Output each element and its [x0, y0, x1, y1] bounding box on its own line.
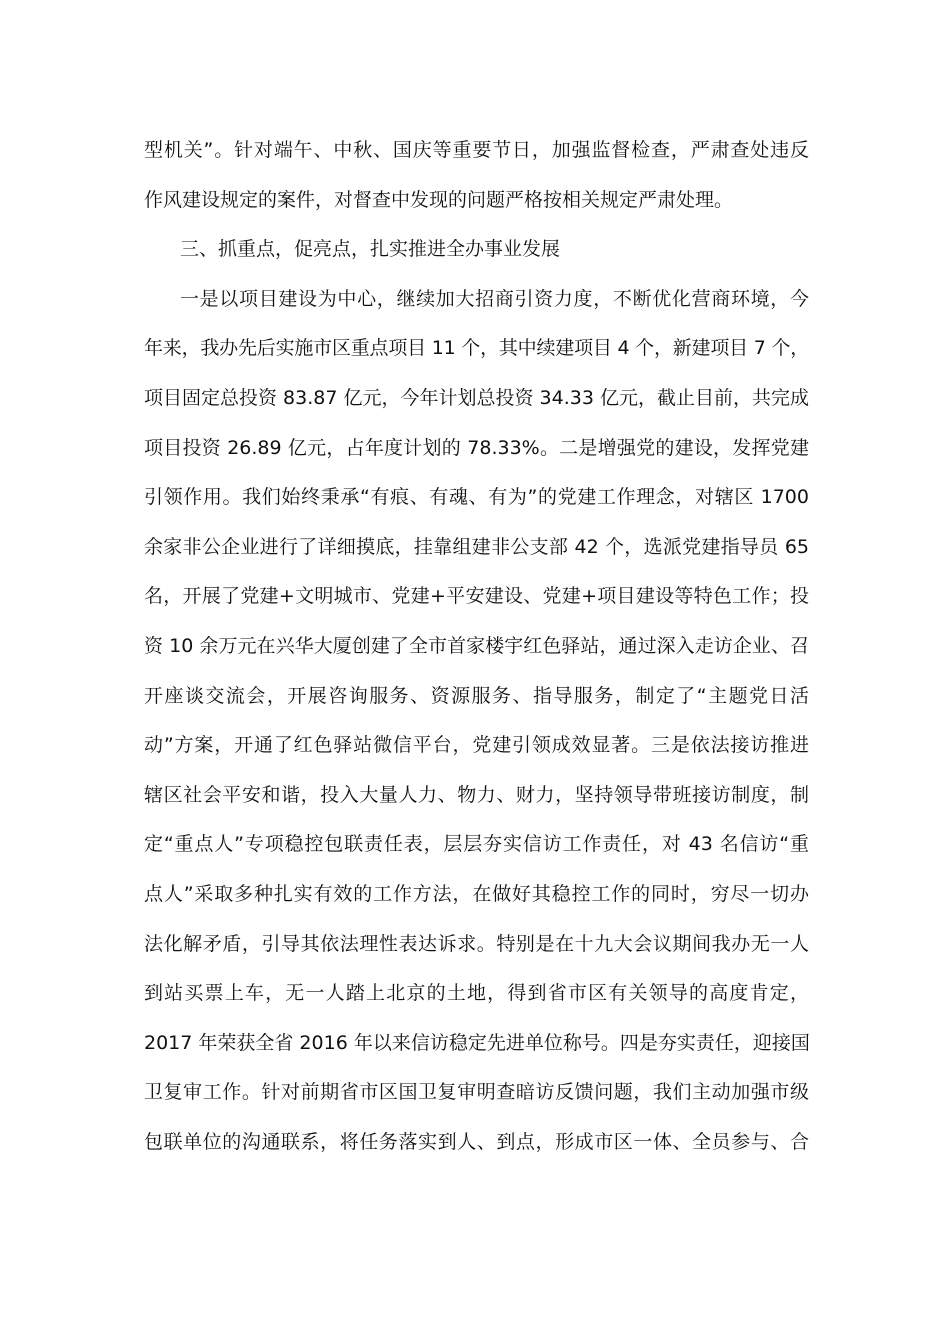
paragraph-line: 作风建设规定的案件，对督查中发现的问题严格按相关规定严肃处理。	[144, 188, 734, 211]
section-heading: 三、抓重点，促亮点，扎实推进全办事业发展	[180, 238, 561, 261]
paragraph-line: 包联单位的沟通联系，将任务落实到人、到点，形成市区一体、全员参与、合	[144, 1130, 809, 1153]
paragraph-line: 资 10 余万元在兴华大厦创建了全市首家楼宇红色驿站，通过深入走访企业、召	[144, 634, 809, 657]
paragraph-line: 名，开展了党建+文明城市、党建+平安建设、党建+项目建设等特色工作；投	[144, 585, 809, 608]
paragraph-line: 法化解矛盾，引导其依法理性表达诉求。特别是在十九大会议期间我办无一人	[144, 932, 809, 955]
paragraph-line: 年来，我办先后实施市区重点项目 11 个，其中续建项目 4 个，新建项目 7 个，	[144, 337, 809, 360]
paragraph-line: 项目投资 26.89 亿元，占年度计划的 78.33%。二是增强党的建设，发挥党建	[144, 436, 809, 459]
paragraph-line: 动”方案，开通了红色驿站微信平台，党建引领成效显著。三是依法接访推进	[144, 734, 809, 757]
paragraph-line: 卫复审工作。针对前期省市区国卫复审明查暗访反馈问题，我们主动加强市级	[144, 1081, 809, 1104]
paragraph-line: 到站买票上车，无一人踏上北京的土地，得到省市区有关领导的高度肯定，	[144, 982, 809, 1005]
paragraph-line: 开座谈交流会，开展咨询服务、资源服务、指导服务，制定了“主题党日活	[144, 684, 809, 707]
paragraph-line: 引领作用。我们始终秉承“有痕、有魂、有为”的党建工作理念，对辖区 1700	[144, 486, 809, 509]
paragraph-line: 2017 年荣获全省 2016 年以来信访稳定先进单位称号。四是夯实责任，迎接国	[144, 1031, 810, 1054]
paragraph-line: 型机关”。针对端午、中秋、国庆等重要节日，加强监督检查，严肃查处违反	[144, 139, 809, 161]
paragraph-line: 项目固定总投资 83.87 亿元，今年计划总投资 34.33 亿元，截止目前，共完成	[144, 386, 809, 409]
paragraph-line: 点人”采取多种扎实有效的工作方法，在做好其稳控工作的同时，穷尽一切办	[144, 882, 809, 905]
document-body	[144, 126, 809, 1167]
paragraph-line: 余家非公企业进行了详细摸底，挂靠组建非公支部 42 个，选派党建指导员 65	[144, 535, 809, 558]
paragraph-line: 辖区社会平安和谐，投入大量人力、物力、财力，坚持领导带班接访制度，制	[144, 783, 809, 806]
paragraph-line: 一是以项目建设为中心，继续加大招商引资力度，不断优化营商环境，今	[180, 287, 809, 310]
paragraph-line: 定“重点人”专项稳控包联责任表，层层夯实信访工作责任，对 43 名信访“重	[144, 833, 809, 856]
